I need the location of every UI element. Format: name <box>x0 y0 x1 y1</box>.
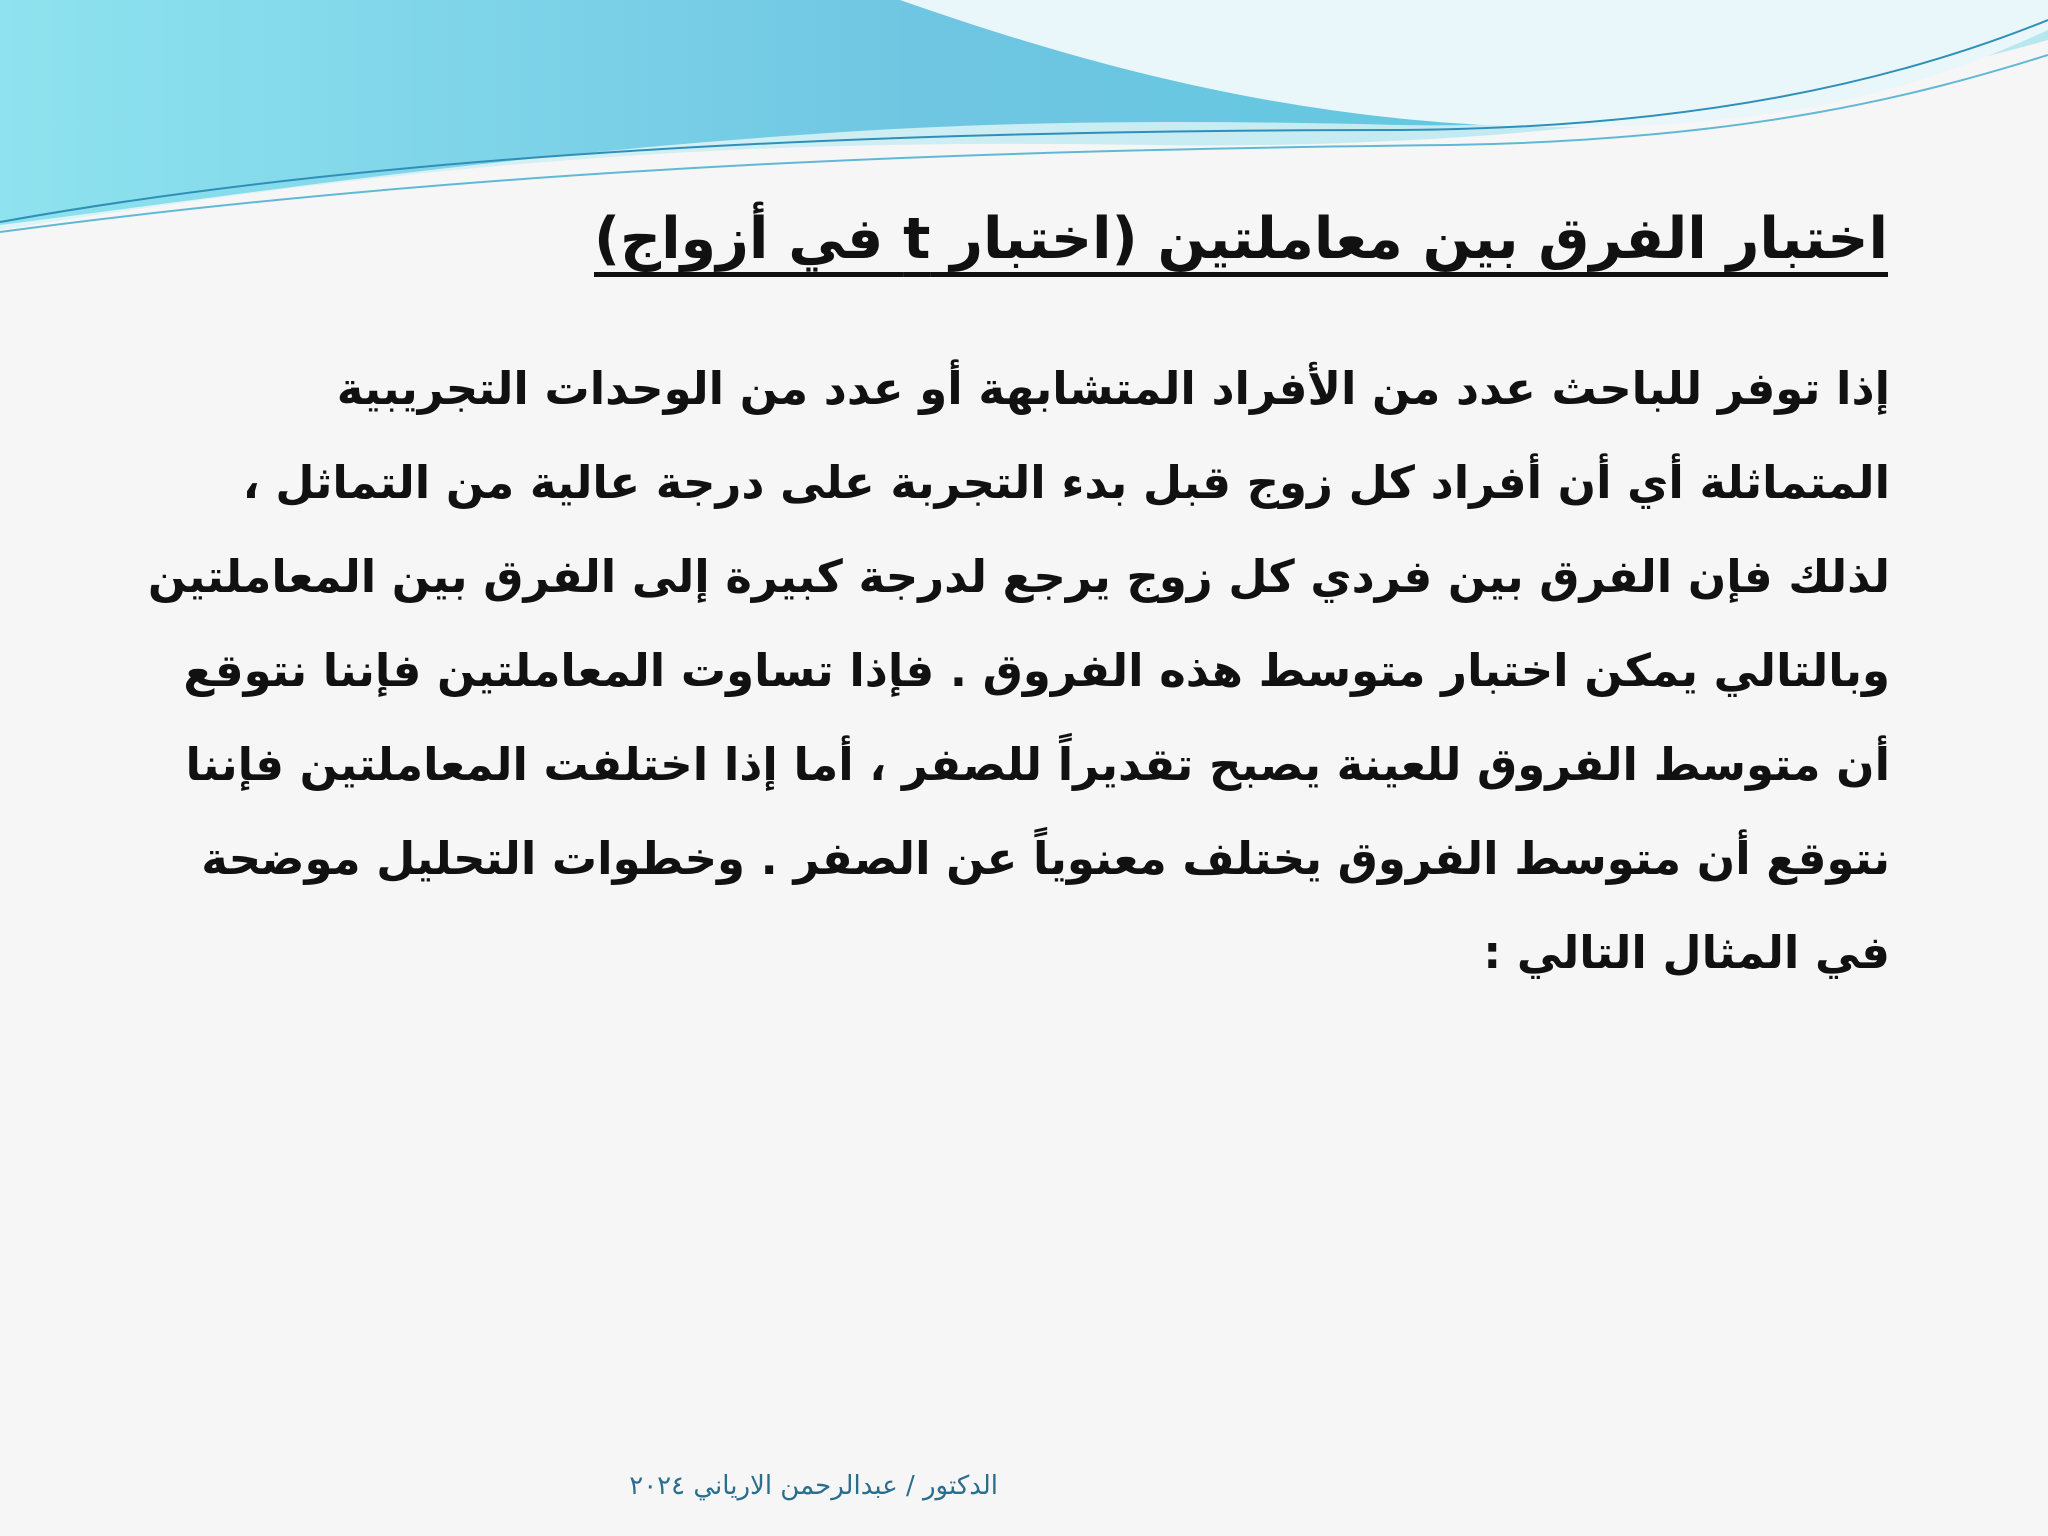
slide-footer: الدكتور / عبدالرحمن الارياني ٢٠٢٤ <box>629 1471 998 1501</box>
body-line: وبالتالي يمكن اختبار متوسط هذه الفروق . فإذا تساوت المعاملتين فإننا نتوقع <box>183 644 1890 697</box>
body-line: في المثال التالي : <box>1483 926 1890 979</box>
body-line: لذلك فإن الفرق بين فردي كل زوج يرجع لدرجة كبيرة إلى الفرق بين المعاملتين <box>147 550 1890 603</box>
slide-body <box>147 342 1890 1000</box>
body-line: نتوقع أن متوسط الفروق يختلف معنوياً عن الصفر . وخطوات التحليل موضحة <box>201 832 1890 885</box>
body-line: أن متوسط الفروق للعينة يصبح تقديراً للصفر ، أما إذا اختلفت المعاملتين فإننا <box>185 738 1890 791</box>
body-line: إذا توفر للباحث عدد من الأفراد المتشابهة أو عدد من الوحدات التجريبية <box>336 362 1890 415</box>
body-line: المتماثلة أي أن أفراد كل زوج قبل بدء التجربة على درجة عالية من التماثل ، <box>242 456 1890 509</box>
slide-title: اختبار الفرق بين معاملتين (اختبار t في أزواج) <box>593 206 1888 272</box>
